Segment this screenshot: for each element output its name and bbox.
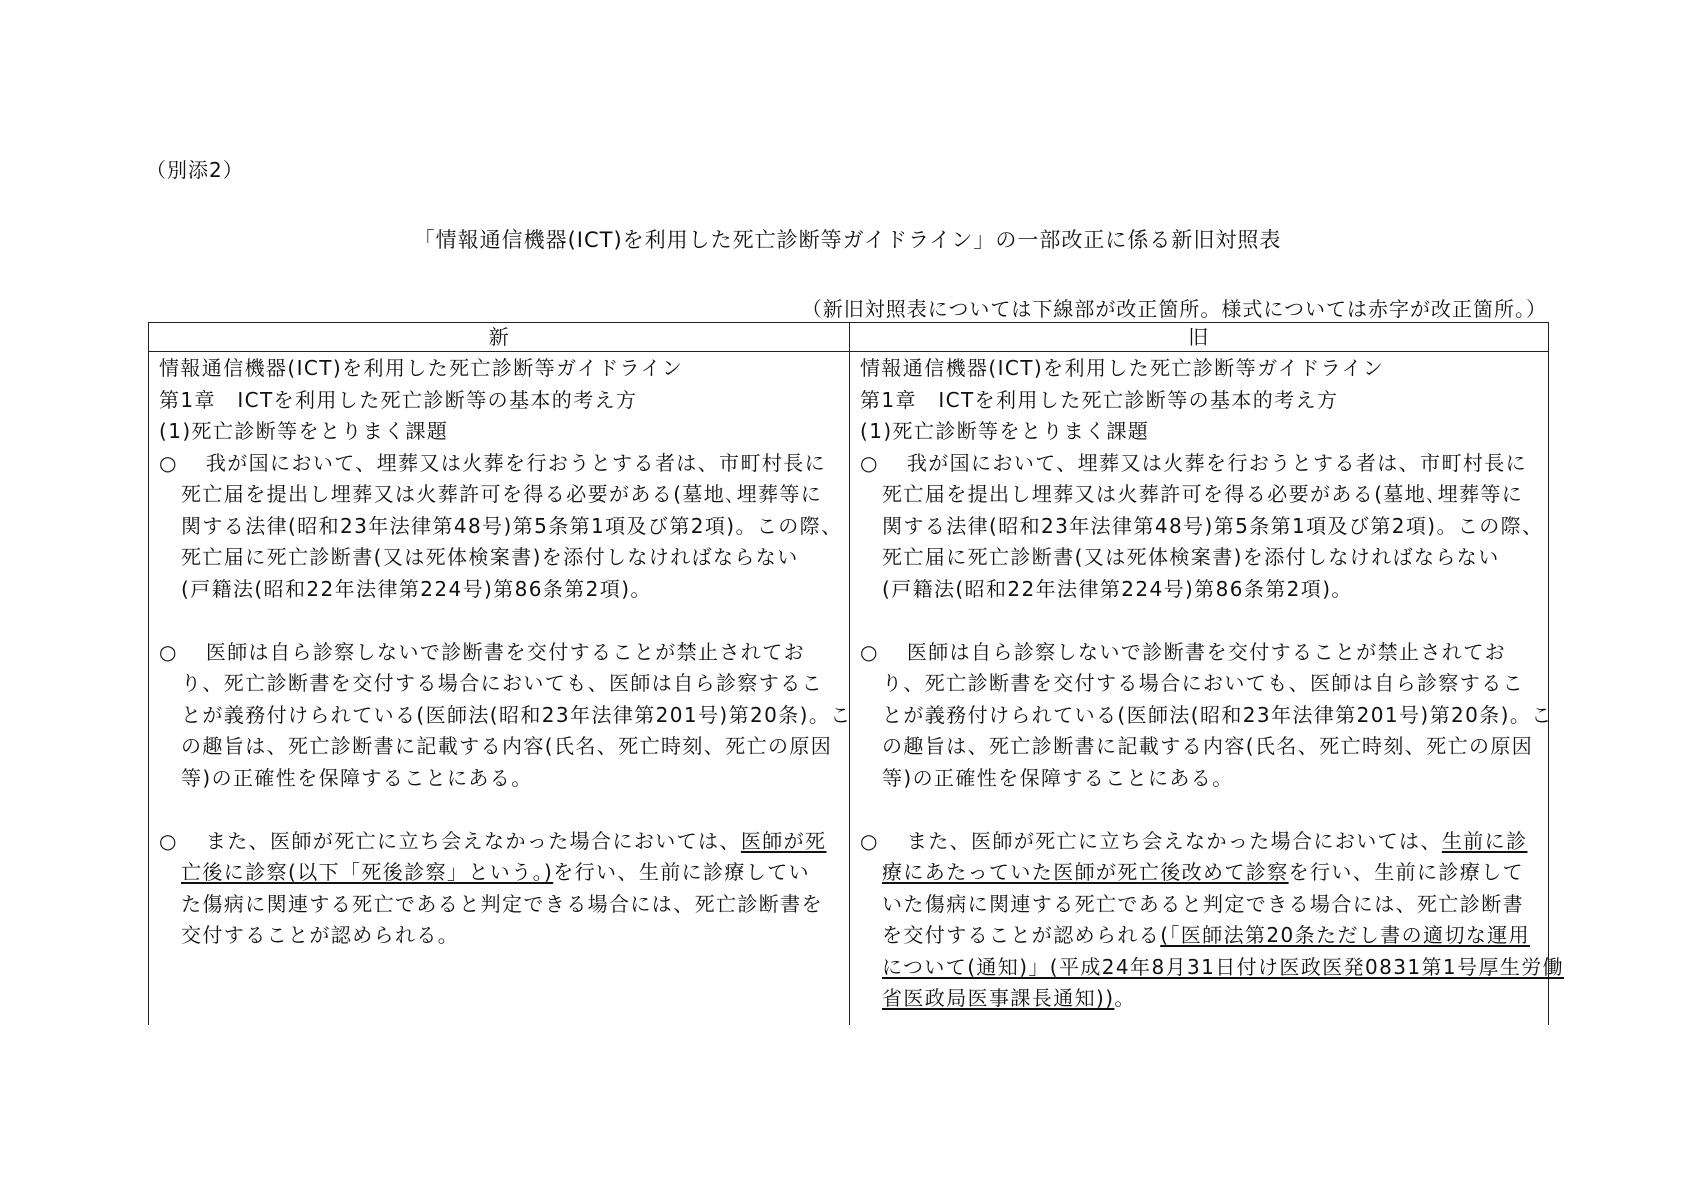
text-line: (戸籍法(昭和22年法律第224号)第86条第2項)。 — [181, 576, 652, 601]
paragraph-3 — [159, 826, 841, 952]
column-divider — [849, 323, 850, 1025]
text-line: 死亡届に死亡診断書(又は死体検案書)を添付しなければならない — [882, 545, 1500, 569]
attachment-label: （別添2） — [146, 158, 244, 182]
underlined-revision: (「医師法第20条ただし書の適切な運用 — [1160, 923, 1531, 947]
chapter-heading: 第1章 ICTを利用した死亡診断等の基本的考え方 — [159, 387, 638, 412]
text-line: 等)の正確性を保障することにある。 — [181, 765, 533, 790]
paragraph-3 — [860, 826, 1565, 1015]
text-line: (戸籍法(昭和22年法律第224号)第86条第2項)。 — [882, 576, 1353, 601]
text-line: とが義務付けられている(医師法(昭和23年法律第201号)第20条)。こ — [882, 702, 1553, 727]
text-line: 死亡届を提出し埋葬又は火葬許可を得る必要がある(墓地､埋葬等に — [882, 482, 1524, 506]
text-line: また、医師が死亡に立ち会えなかった場合においては、 — [906, 828, 1442, 853]
text-line: とが義務付けられている(医師法(昭和23年法律第201号)第20条)。こ — [181, 702, 852, 727]
underlined-revision: 生前に診 — [1441, 828, 1528, 853]
text-line: 交付することが認められる。 — [181, 923, 460, 947]
text-line: 我が国において、埋葬又は火葬を行おうとする者は、市町村長に — [205, 450, 827, 475]
text-line: 医師は自ら診察しないで診断書を交付することが禁止されてお — [906, 639, 1507, 664]
text-line: いた傷病に関連する死亡であると判定できる場合には、死亡診断書 — [882, 891, 1524, 916]
underlined-revision: 医師が死 — [740, 828, 827, 853]
paragraph-2 — [860, 637, 1553, 795]
underlined-revision: について(通知)」(平成24年8月31日付け医政医発0831第1号厚生労働 — [882, 954, 1565, 979]
text-line: り、死亡診断書を交付する場合においても、医師は自ら診察するこ — [882, 671, 1524, 695]
paragraph-1 — [860, 448, 1542, 606]
section-heading: (1)死亡診断等をとりまく課題 — [860, 419, 1150, 443]
bullet-mark: ○ — [159, 828, 178, 853]
text-line: を行い、生前に診療してい — [553, 860, 811, 884]
text-line: の趣旨は、死亡診断書に記載する内容(氏名、死亡時刻、死亡の原因 — [882, 734, 1534, 758]
guideline-title: 情報通信機器(ICT)を利用した死亡診断等ガイドライン — [159, 356, 684, 380]
header-old: 旧 — [1188, 325, 1209, 349]
text-line: 死亡届を提出し埋葬又は火葬許可を得る必要がある(墓地､埋葬等に — [181, 482, 823, 506]
text-line: 。 — [1114, 986, 1136, 1010]
underlined-revision: 亡後に診察(以下「死後診察」という。) — [181, 860, 554, 884]
text-line: の趣旨は、死亡診断書に記載する内容(氏名、死亡時刻、死亡の原因 — [181, 734, 833, 758]
bullet-mark: ○ — [159, 450, 178, 475]
text-line: を行い、生前に診療して — [1288, 860, 1525, 884]
bullet-mark: ○ — [860, 450, 879, 475]
old-column — [860, 353, 1565, 1046]
text-line: 関する法律(昭和23年法律第48号)第5条第1項及び第2項)。この際、 — [882, 513, 1544, 538]
text-line: 死亡届に死亡診断書(又は死体検案書)を添付しなければならない — [181, 545, 799, 569]
paragraph-1 — [159, 448, 841, 606]
guideline-title: 情報通信機器(ICT)を利用した死亡診断等ガイドライン — [860, 356, 1385, 380]
text-line: た傷病に関連する死亡であると判定できる場合には、死亡診断書を — [181, 891, 823, 916]
text-line: 関する法律(昭和23年法律第48号)第5条第1項及び第2項)。この際、 — [181, 513, 843, 538]
bullet-mark: ○ — [860, 639, 879, 664]
underlined-revision: 療にあたっていた医師が死亡後改めて診察 — [882, 860, 1289, 884]
text-line: また、医師が死亡に立ち会えなかった場合においては、 — [205, 828, 741, 853]
bullet-mark: ○ — [159, 639, 178, 664]
comparison-table — [148, 322, 1565, 1025]
text-line: 我が国において、埋葬又は火葬を行おうとする者は、市町村長に — [906, 450, 1528, 475]
text-line: り、死亡診断書を交付する場合においても、医師は自ら診察するこ — [181, 671, 823, 695]
text-line: 医師は自ら診察しないで診断書を交付することが禁止されてお — [205, 639, 806, 664]
text-line: 等)の正確性を保障することにある。 — [882, 765, 1234, 790]
new-column — [159, 353, 852, 983]
bullet-mark: ○ — [860, 828, 879, 853]
underlined-revision: 省医政局医事課長通知)) — [882, 986, 1115, 1010]
revision-note: （新旧対照表については下線部が改正箇所。様式については赤字が改正箇所。） — [801, 297, 1547, 321]
document-title: 「情報通信機器(ICT)を利用した死亡診断等ガイドライン」の一部改正に係る新旧対照表 — [413, 228, 1282, 252]
header-new: 新 — [488, 325, 509, 349]
section-heading: (1)死亡診断等をとりまく課題 — [159, 419, 449, 443]
paragraph-2 — [159, 637, 852, 795]
text-line: を交付することが認められる — [882, 923, 1161, 947]
chapter-heading: 第1章 ICTを利用した死亡診断等の基本的考え方 — [860, 387, 1339, 412]
